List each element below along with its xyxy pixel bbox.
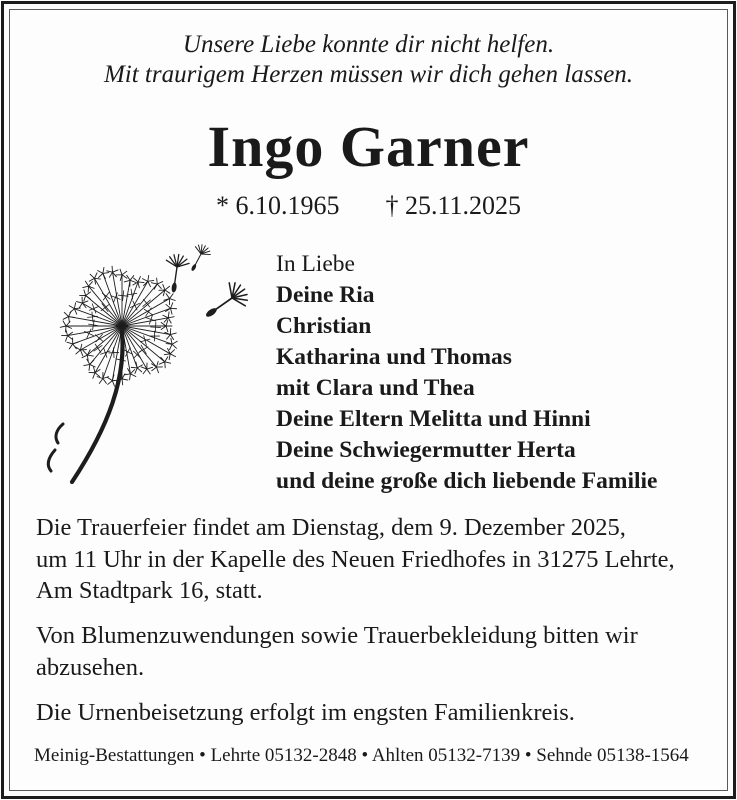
mourner-name: Katharina und Thomas: [276, 344, 512, 370]
deceased-name: Ingo Garner: [207, 114, 530, 179]
service-line-1: Die Trauerfeier findet am Dienstag, dem 9. Dezember 2025,: [36, 514, 626, 541]
mourner-name: Deine Eltern Melitta und Hinni: [276, 406, 591, 432]
fallen-seed-2: [48, 450, 55, 471]
mourner-name: Deine Ria: [276, 282, 375, 308]
funeral-home-contacts: Meinig-Bestattungen • Lehrte 05132-2848 • Ahlten 05132-7139 • Sehnde 05138-1564: [34, 745, 689, 766]
birth-date: * 6.10.1965: [215, 191, 340, 220]
life-dates: [0, 191, 737, 221]
dandelion-stem: [72, 332, 123, 482]
epitaph-line-1: Unsere Liebe konnte dir nicht helfen.: [182, 31, 555, 58]
mourner-name: und deine große dich liebende Familie: [276, 468, 658, 494]
epitaph-verse: [0, 30, 737, 90]
mourner-name: mit Clara und Thea: [276, 375, 475, 401]
service-announcement: [36, 512, 675, 607]
service-line-3: Am Stadtpark 16, statt.: [36, 577, 263, 604]
flowers-line-1: Von Blumenzuwendungen sowie Trauerbekleidung bitten wir: [36, 622, 638, 649]
dandelion-icon: [25, 228, 260, 493]
dandelion-illustration: [25, 228, 260, 493]
burial-announcement: Die Urnenbeisetzung erfolgt im engsten Familienkreis.: [36, 699, 575, 726]
flowers-request: [36, 620, 638, 683]
fallen-seed-1: [56, 424, 63, 443]
mourner-name: Christian: [276, 313, 372, 339]
death-date: † 25.11.2025: [385, 191, 522, 220]
epitaph-line-2: Mit traurigem Herzen müssen wir dich gehen lassen.: [103, 61, 634, 88]
mourners-intro: In Liebe: [276, 251, 355, 277]
service-line-2: um 11 Uhr in der Kapelle des Neuen Friedhofes in 31275 Lehrte,: [36, 545, 675, 573]
mourner-name: Deine Schwiegermutter Herta: [276, 437, 576, 463]
flowers-line-2: abzusehen.: [36, 653, 145, 681]
mourners-list: [276, 249, 657, 497]
